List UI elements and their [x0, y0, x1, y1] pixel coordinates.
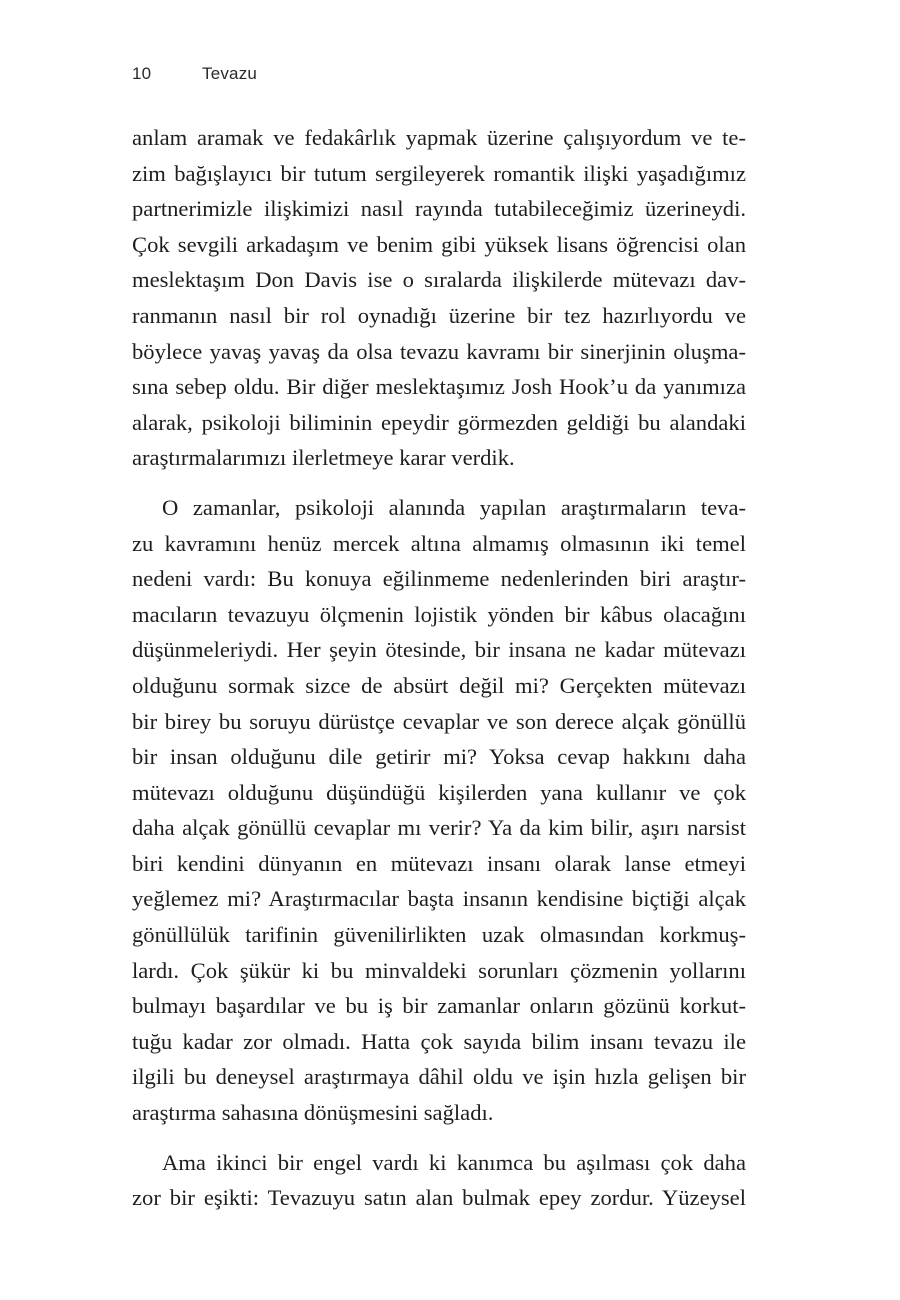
text-line: nedeni vardı: Bu konuya eğilinmeme nedenlerinden biri araştır- [132, 566, 746, 592]
text-line: Ama ikinci bir engel vardı ki kanımca bu aşılması çok daha [162, 1149, 746, 1175]
text-line: zim bağışlayıcı bir tutum sergileyerek romantik ilişki yaşadığımız [132, 160, 746, 186]
text-line: Çok sevgili arkadaşım ve benim gibi yüksek lisans öğrencisi olan [132, 231, 746, 257]
text-line: ranmanın nasıl bir rol oynadığı üzerine bir tez hazırlıyordu ve [132, 302, 746, 328]
text-line: alarak, psikoloji biliminin epeydir görmezden geldiği bu alandaki [132, 409, 746, 435]
text-line: tuğu kadar zor olmadı. Hatta çok sayıda bilim insanı tevazu ile [132, 1028, 746, 1054]
paragraph-3 [132, 1145, 746, 1216]
text-line: meslektaşım Don Davis ise o sıralarda ilişkilerde mütevazı dav- [132, 267, 746, 293]
text-line: daha alçak gönüllü cevaplar mı verir? Ya da kim bilir, aşırı narsist [132, 815, 746, 841]
text-line: bir insan olduğunu dile getirir mi? Yoksa cevap hakkını daha [132, 744, 746, 770]
body-text [132, 120, 746, 1230]
text-line: anlam aramak ve fedakârlık yapmak üzerine çalışıyordum ve te- [132, 125, 746, 150]
text-line: zor bir eşikti: Tevazuyu satın alan bulmak epey zordur. Yüzeysel [132, 1185, 746, 1211]
text-line: bulmayı başardılar ve bu iş bir zamanlar onların gözünü korkut- [132, 993, 746, 1019]
text-line: yeğlemez mi? Araştırmacılar başta insanın kendisine biçtiği alçak [132, 886, 746, 912]
text-line: gönüllülük tarifinin güvenilirlikten uzak olmasından korkmuş- [132, 922, 746, 948]
text-line: araştırma sahasına dönüşmesini sağladı. [132, 1100, 494, 1126]
text-line: zu kavramını henüz mercek altına almamış olmasının iki temel [132, 530, 746, 556]
running-title: Tevazu [202, 64, 258, 83]
text-line: araştırmalarımızı ilerletmeye karar verdik. [132, 445, 515, 471]
text-line: düşünmeleriydi. Her şeyin ötesinde, bir insana ne kadar mütevazı [132, 637, 746, 663]
text-line: ilgili bu deneysel araştırmaya dâhil oldu ve işin hızla gelişen bir [132, 1064, 746, 1090]
paragraph-1 [132, 120, 746, 476]
text-line: mütevazı olduğunu düşündüğü kişilerden yana kullanır ve çok [132, 779, 746, 805]
running-header [132, 64, 257, 84]
text-line: lardı. Çok şükür ki bu minvaldeki sorunları çözmenin yollarını [132, 957, 746, 983]
page-number: 10 [132, 64, 152, 83]
text-line: O zamanlar, psikoloji alanında yapılan araştırmaların teva- [162, 494, 746, 520]
text-line: macıların tevazuyu ölçmenin lojistik yönden bir kâbus olacağını [132, 601, 746, 627]
text-line: partnerimizle ilişkimizi nasıl rayında tutabileceğimiz üzerineydi. [132, 196, 746, 222]
text-line: böylece yavaş yavaş da olsa tevazu kavramı bir sinerjinin oluşma- [132, 338, 746, 364]
text-line: sına sebep oldu. Bir diğer meslektaşımız Josh Hook’u da yanımıza [132, 374, 746, 400]
text-line: bir birey bu soruyu dürüstçe cevaplar ve son derece alçak gönüllü [132, 708, 746, 734]
text-line: olduğunu sormak sizce de absürt değil mi? Gerçekten mütevazı [132, 672, 746, 698]
paragraph-2 [132, 490, 746, 1131]
text-line: biri kendini dünyanın en mütevazı insanı olarak lanse etmeyi [132, 850, 746, 876]
